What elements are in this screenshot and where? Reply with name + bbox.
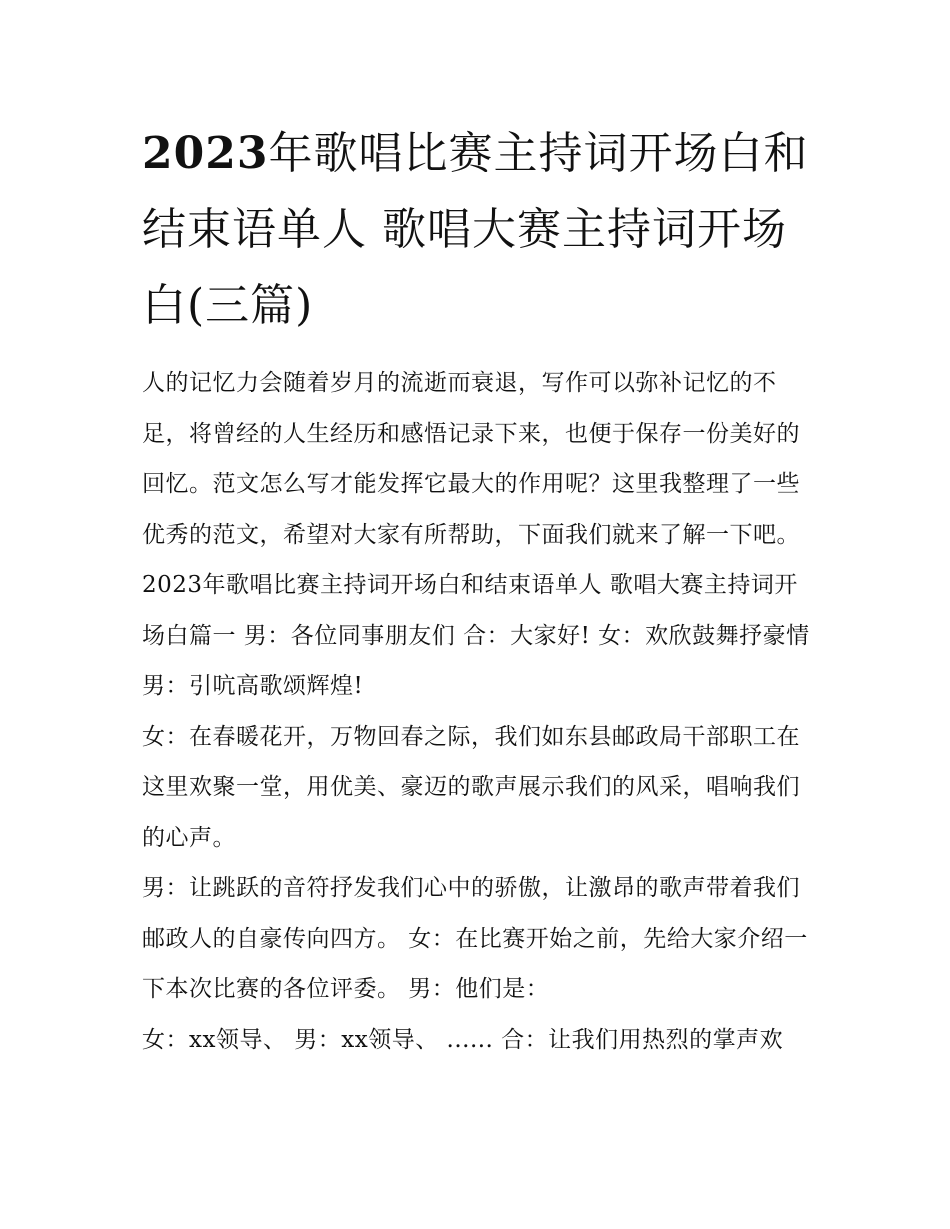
paragraph-opening: 2023年歌唱比赛主持词开场白和结束语单人 歌唱大赛主持词开场白篇一 男：各位同事朋友们 合：大家好! 女：欢欣鼓舞抒豪情 男：引吭高歌颂辉煌! [142, 572, 810, 699]
paragraph-male-host-1: 男：让跳跃的音符抒发我们心中的骄傲，让激昂的歌声带着我们邮政人的自豪传向四方。 女：在比赛开始之前，先给大家介绍一下本次比赛的各位评委。 男：他们是： [142, 875, 808, 1002]
paragraph-intro: 人的记忆力会随着岁月的流逝而衰退，写作可以弥补记忆的不足，将曾经的人生经历和感悟记录下来，也便于保存一份美好的回忆。范文怎么写才能发挥它最大的作用呢？这里我整理了一些优秀的范文，希望对大家有所帮助，下面我们就来了解一下吧。 [142, 370, 800, 548]
document-content [142, 116, 814, 1065]
title-year: 2023 [142, 128, 269, 179]
document-title [142, 116, 814, 344]
paragraph-female-host-1: 女：在春暖花开，万物回春之际，我们如东县邮政局干部职工在这里欢聚一堂，用优美、豪迈的歌声展示我们的风采，唱响我们的心声。 [142, 723, 800, 851]
paragraph-judges: 女：xx领导、 男：xx领导、 ...... 合：让我们用热烈的掌声欢 [142, 1026, 784, 1053]
document-body [142, 358, 814, 1065]
title-text: 年歌唱比赛主持词开场白和结束语单人 歌唱大赛主持词开场白(三篇) [142, 128, 809, 331]
